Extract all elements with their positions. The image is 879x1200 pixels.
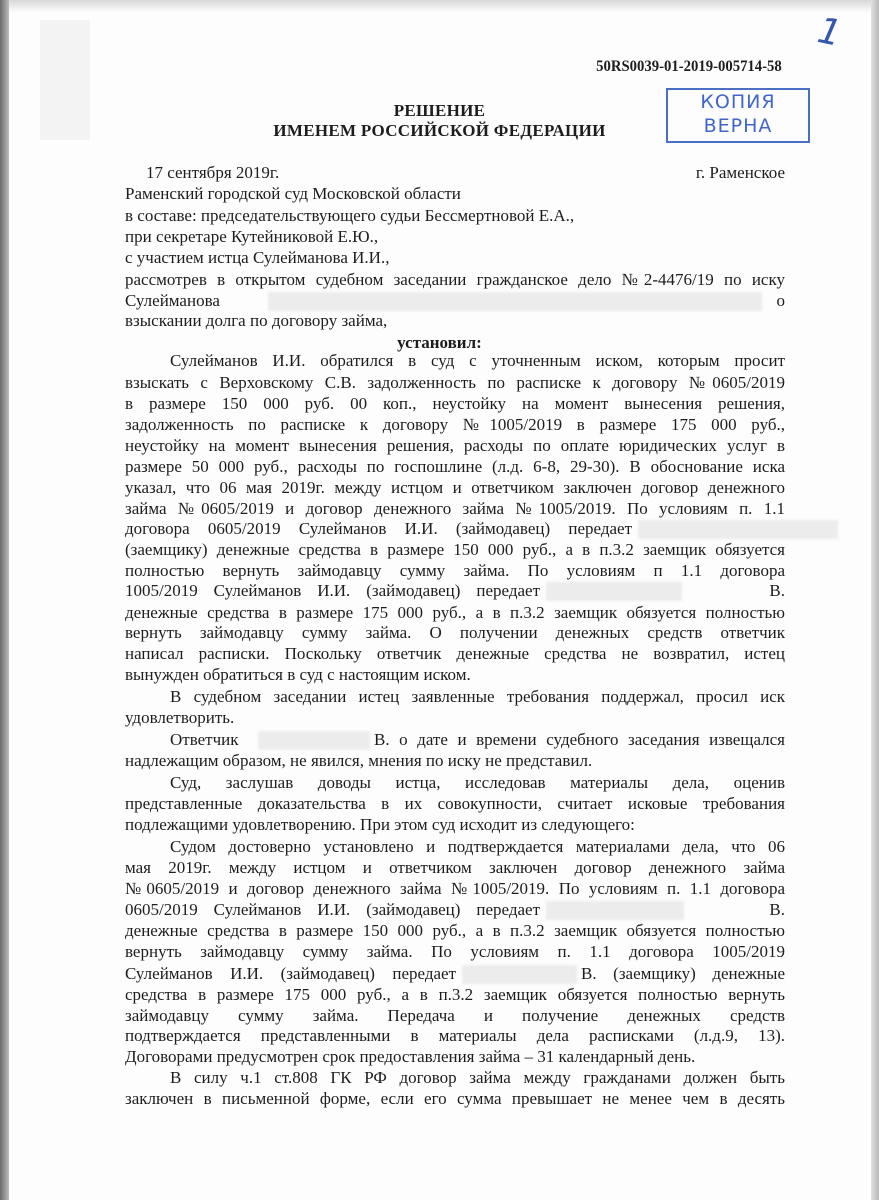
body-line: при секретаре Кутейниковой Е.Ю., — [125, 227, 379, 246]
body-line: взыскать с Верховскому С.В. задолженность по расписке к договору №0605/2019 — [125, 373, 785, 392]
body-line: задолженность по расписке к договору №1005/2019 в размере 175 000 руб., — [125, 415, 785, 434]
body-line: представленные доказательства в их совокупности, считает исковые требования — [125, 794, 785, 813]
body-line-text: Ответчик — [170, 730, 239, 749]
body-line: вернуть займодавцу сумму займа. О получении денежных средств ответчик — [125, 623, 785, 642]
body-line: заключен в письменной форме, если его сумма превышает не менее чем в десять — [125, 1089, 785, 1108]
body-line-text: Сулейманова — [125, 291, 220, 310]
body-line: Суд, заслушав доводы истца, исследовав материалы дела, оценив — [170, 773, 785, 792]
redaction-block — [546, 901, 684, 920]
stamp-line-2: ВЕРНА — [703, 115, 773, 137]
body-line: В силу ч.1 ст.808 ГК РФ договор займа между гражданами должен быть — [170, 1068, 785, 1087]
document-subtitle: ИМЕНЕМ РОССИЙСКОЙ ФЕДЕРАЦИИ — [273, 121, 606, 140]
body-line: В судебном заседании истец заявленные требования поддержал, просил иск — [170, 687, 785, 706]
body-line: №0605/2019 и договор денежного займа №1005/2019. По условиям п. 1.1 договора — [125, 879, 785, 898]
redaction-block — [462, 965, 577, 984]
scan-edge-right — [871, 0, 879, 1200]
body-line: займа №0605/2019 и договор денежного займа №1005/2019. По условиям п. 1.1 — [125, 499, 785, 518]
body-line-text: В. о дате и времени судебного заседания извещался — [374, 730, 785, 749]
redaction-block — [258, 731, 370, 750]
body-line: в размере 150 000 руб. 00 коп., неустойку на момент вынесения решения, — [125, 394, 785, 413]
body-line-text: договора 0605/2019 Сулейманов И.И. (займодавец) передает — [125, 519, 632, 538]
body-line: мая 2019г. между истцом и ответчиком заключен договор денежного займа — [125, 858, 785, 877]
body-line: удовлетворить. — [125, 708, 235, 727]
body-line: полностью вернуть займодавцу сумму займа. По условиям п 1.1 договора — [125, 561, 785, 580]
body-line-text: 1005/2019 Сулейманов И.И. (займодавец) передает — [125, 581, 540, 600]
scan-edge-top — [0, 0, 879, 12]
body-line: написал расписки. Поскольку ответчик денежные средства не возвратил, истец — [125, 644, 785, 663]
scan-edge-left — [0, 0, 9, 1200]
body-line: Раменский городской суд Московской области — [125, 184, 461, 203]
body-line: Судом достоверно установлено и подтверждается материалами дела, что 06 — [170, 837, 785, 856]
decision-city: г. Раменское — [695, 163, 785, 182]
body-line: (заемщику) денежные средства в размере 150 000 руб., а в п.3.2 заемщик обязуется — [125, 540, 785, 559]
case-number: 50RS0039-01-2019-005714-58 — [596, 58, 782, 75]
body-line: надлежащим образом, не явился, мнения по иску не представил. — [125, 751, 593, 770]
redaction-block — [546, 582, 682, 601]
body-line-text: В. — [769, 900, 785, 919]
body-line: вынужден обратиться в суд с настоящим иском. — [125, 665, 471, 684]
body-line: размере 50 000 руб., расходы по госпошлине (л.д. 6-8, 29-30). В обоснование иска — [125, 457, 785, 476]
body-line: денежные средства в размере 150 000 руб., а в п.3.2 заемщик обязуется полностью — [125, 921, 785, 940]
body-line-text: В. (заемщику) денежные — [581, 964, 785, 983]
body-line-text: 0605/2019 Сулейманов И.И. (займодавец) передает — [125, 900, 540, 919]
body-line-text: о — [776, 291, 785, 310]
body-line: с участием истца Сулейманова И.И., — [125, 248, 390, 267]
body-line: займодавцу сумму займа. Передача и получение денежных средств — [125, 1006, 785, 1025]
established-heading: установил: — [397, 333, 482, 352]
body-line: денежные средства в размере 175 000 руб., а в п.3.2 заемщик обязуется полностью — [125, 603, 785, 622]
body-line: подтверждается представленными в материалы дела расписками (л.д.9, 13). — [125, 1026, 785, 1045]
decision-date: 17 сентября 2019г. — [146, 163, 280, 182]
stamp-line-1: КОПИЯ — [700, 91, 776, 113]
body-line: Договорами предусмотрен срок предоставления займа – 31 календарный день. — [125, 1047, 696, 1066]
body-line: средства в размере 175 000 руб., а в п.3.2 заемщик обязуется полностью вернуть — [125, 985, 785, 1004]
body-line: рассмотрев в открытом судебном заседании гражданское дело №2-4476/19 по иску — [125, 270, 785, 289]
body-line: неустойку на момент вынесения решения, расходы по оплате юридических услуг в — [125, 436, 785, 455]
handwritten-page-number: 1 — [813, 10, 845, 55]
body-line: в составе: председательствующего судьи Бессмертновой Е.А., — [125, 206, 575, 225]
body-line: Сулейманов И.И. обратился в суд с уточненным иском, которым просит — [170, 351, 785, 370]
redaction-block — [268, 292, 762, 311]
body-line-text: В. — [769, 581, 785, 600]
body-line: взыскании долга по договору займа, — [125, 311, 388, 330]
redaction-block — [638, 520, 838, 539]
body-line: вернуть займодавцу сумму займа. По условиям п. 1.1 договора 1005/2019 — [125, 942, 785, 961]
body-line: указал, что 06 мая 2019г. между истцом и ответчиком заключен договор денежного — [125, 478, 785, 497]
body-line: подлежащими удовлетворению. При этом суд исходит из следующего: — [125, 815, 635, 834]
document-title: РЕШЕНИЕ — [393, 101, 486, 120]
body-line-text: Сулейманов И.И. (займодавец) передает — [125, 964, 456, 983]
